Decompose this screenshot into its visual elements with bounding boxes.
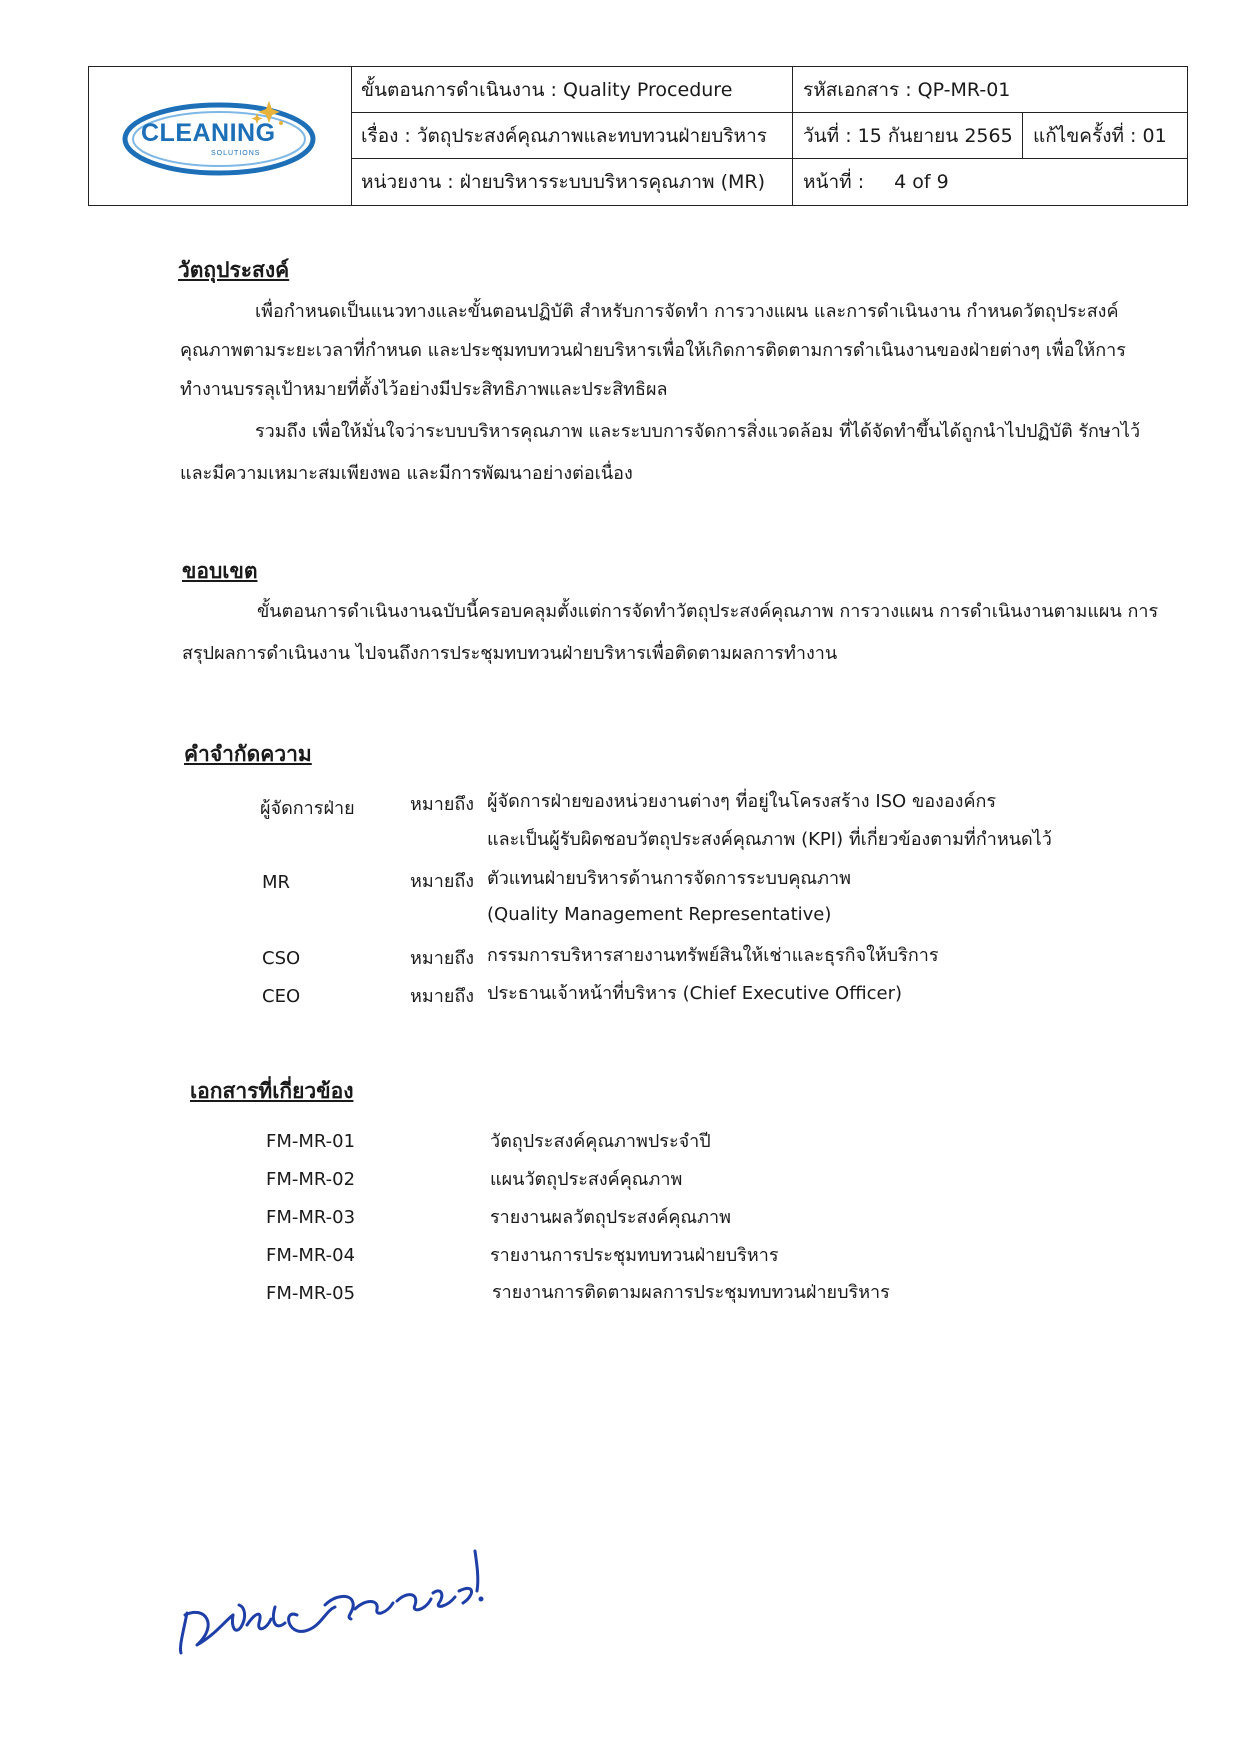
related-doc-code: FM-MR-02 <box>266 1169 356 1190</box>
objective-line: รวมถึง เพื่อให้มั่นใจว่าระบบบริหารคุณภาพ และระบบการจัดการสิ่งแวดล้อม ที่ได้จัดทำขึ้นได้ถูกนำไปปฏิบัติ รักษาไว้ <box>255 421 1141 442</box>
signature-icon <box>175 1495 525 1665</box>
related-doc-name: รายงานผลวัตถุประสงค์คุณภาพ <box>490 1207 731 1228</box>
page-number <box>793 159 1187 205</box>
document-subject: เรื่อง : วัตถุประสงค์คุณภาพและทบทวนฝ่ายบริหาร <box>351 113 793 158</box>
definition-means: หมายถึง <box>410 986 475 1007</box>
definition-term: CEO <box>262 986 301 1007</box>
page-label: หน้าที่ : <box>803 171 865 193</box>
scope-line: ขั้นตอนการดำเนินงานฉบับนี้ครอบคลุมตั้งแต่การจัดทำวัตถุประสงค์คุณภาพ การวางแผน การดำเนินงานตามแผน การ <box>257 601 1159 622</box>
header-row-3 <box>351 159 1187 205</box>
revision-number: แก้ไขครั้งที่ : 01 <box>1033 124 1167 147</box>
objective-title: วัตถุประสงค์ <box>178 258 290 282</box>
objective-line: ทำงานบรรลุเป้าหมายที่ตั้งไว้อย่างมีประสิทธิภาพและประสิทธิผล <box>180 379 668 400</box>
objective-line: คุณภาพตามระยะเวลาที่กำหนด และประชุมทบทวนฝ่ายบริหารเพื่อให้เกิดการติดตามการดำเนินงานของฝ่ายต่างๆ เพื่อให้การ <box>180 340 1126 361</box>
company-logo <box>119 95 319 181</box>
definition-text: ตัวแทนฝ่ายบริหารด้านการจัดการระบบคุณภาพ <box>487 868 851 889</box>
scope-title: ขอบเขต <box>182 559 258 583</box>
procedure-type: ขั้นตอนการดำเนินงาน : Quality Procedure <box>351 67 793 112</box>
objective-line: และมีความเหมาะสมเพียงพอ และมีการพัฒนาอย่างต่อเนื่อง <box>180 463 633 484</box>
related-docs-title: เอกสารที่เกี่ยวข้อง <box>190 1079 354 1103</box>
header-row-1 <box>351 67 1187 113</box>
page-value: 4 of 9 <box>894 171 949 193</box>
logo-cell <box>89 67 352 205</box>
document-date: วันที่ : 15 กันยายน 2565 <box>793 113 1023 158</box>
related-doc-name: รายงานการติดตามผลการประชุมทบทวนฝ่ายบริหาร <box>492 1282 890 1303</box>
definition-term: ผู้จัดการฝ่าย <box>260 798 355 819</box>
related-doc-name: รายงานการประชุมทบทวนฝ่ายบริหาร <box>490 1245 779 1266</box>
objective-line: เพื่อกำหนดเป็นแนวทางและขั้นตอนปฏิบัติ สำหรับการจัดทำ การวางแผน และการดำเนินงาน กำหนดวัตถุประสงค์ <box>255 301 1119 322</box>
document-code: รหัสเอกสาร : QP-MR-01 <box>803 78 1011 101</box>
definition-term: MR <box>262 872 291 893</box>
related-doc-code: FM-MR-05 <box>266 1283 356 1304</box>
document-header <box>88 66 1188 206</box>
department: หน่วยงาน : ฝ่ายบริหารระบบบริหารคุณภาพ (MR) <box>351 159 793 205</box>
definition-text-cont: (Quality Management Representative) <box>487 904 832 925</box>
definition-term: CSO <box>262 948 301 969</box>
header-row-2 <box>351 113 1187 159</box>
logo-text: CLEANING <box>141 119 276 147</box>
definition-text-cont: และเป็นผู้รับผิดชอบวัตถุประสงค์คุณภาพ (KPI) ที่เกี่ยวข้องตามที่กำหนดไว้ <box>487 829 1052 850</box>
definitions-title: คำจำกัดความ <box>184 742 312 766</box>
definition-text: ประธานเจ้าหน้าที่บริหาร (Chief Executive Officer) <box>487 983 903 1004</box>
related-doc-name: วัตถุประสงค์คุณภาพประจำปี <box>490 1131 711 1152</box>
logo-subtext: SOLUTIONS <box>211 150 261 157</box>
definition-means: หมายถึง <box>410 794 475 815</box>
related-doc-name: แผนวัตถุประสงค์คุณภาพ <box>490 1169 683 1190</box>
definition-text: กรรมการบริหารสายงานทรัพย์สินให้เช่าและธุรกิจให้บริการ <box>487 945 939 966</box>
related-doc-code: FM-MR-04 <box>266 1245 356 1266</box>
related-doc-code: FM-MR-03 <box>266 1207 356 1228</box>
definition-means: หมายถึง <box>410 948 475 969</box>
scope-line: สรุปผลการดำเนินงาน ไปจนถึงการประชุมทบทวนฝ่ายบริหารเพื่อติดตามผลการทำงาน <box>182 643 838 664</box>
definition-means: หมายถึง <box>410 871 475 892</box>
definition-text: ผู้จัดการฝ่ายของหน่วยงานต่างๆ ที่อยู่ในโครงสร้าง ISO ขององค์กร <box>487 791 997 812</box>
related-doc-code: FM-MR-01 <box>266 1131 356 1152</box>
